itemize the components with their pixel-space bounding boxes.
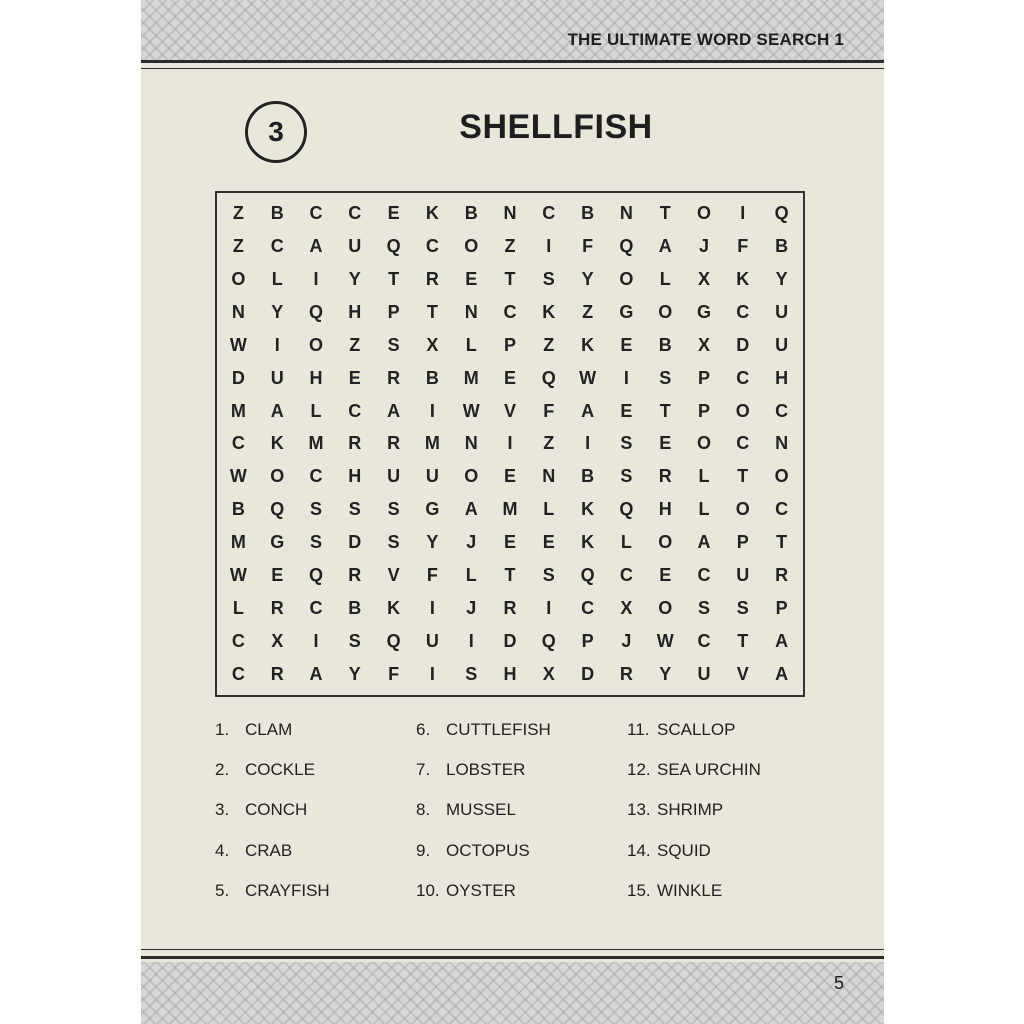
word-list-item [215, 720, 292, 740]
grid-letter: O [658, 532, 673, 553]
grid-letter: O [270, 466, 285, 487]
grid-letter: Q [541, 631, 556, 652]
grid-letter: C [619, 565, 633, 586]
word-number: 7. [416, 760, 431, 779]
grid-letter: Q [308, 301, 323, 322]
grid-letter: B [658, 334, 672, 355]
grid-letter: C [231, 664, 245, 685]
grid-letter: T [659, 202, 671, 223]
grid-letter: D [348, 532, 362, 553]
grid-letter: R [348, 565, 362, 586]
grid-letter: R [387, 367, 401, 388]
grid-letter: L [232, 598, 244, 619]
grid-letter: U [775, 334, 789, 355]
grid-letter: U [270, 367, 284, 388]
grid-letter: P [581, 631, 594, 652]
grid-letter: P [697, 367, 710, 388]
grid-letter: F [582, 235, 594, 256]
grid-letter: M [230, 400, 246, 421]
word-number: 11. [627, 720, 650, 739]
grid-letter: E [620, 334, 633, 355]
grid-letter: C [697, 565, 711, 586]
grid-letter: I [546, 235, 552, 256]
word-text: OCTOPUS [446, 841, 530, 860]
grid-letter: J [698, 235, 709, 256]
grid-letter: X [620, 598, 633, 619]
word-list-item [215, 800, 307, 820]
grid-letter: N [542, 466, 556, 487]
grid-letter: K [270, 433, 284, 454]
puzzle-title: SHELLFISH [459, 108, 653, 146]
grid-letter: S [697, 598, 710, 619]
word-text: OYSTER [446, 881, 516, 900]
grid-letter: L [465, 565, 477, 586]
grid-letter: W [579, 367, 597, 388]
grid-letter: O [696, 202, 711, 223]
word-text: CRAYFISH [245, 881, 330, 900]
grid-letter: C [736, 301, 750, 322]
grid-letter: S [309, 532, 322, 553]
grid-letter: E [348, 367, 361, 388]
grid-letter: Q [619, 235, 634, 256]
grid-letter: A [775, 664, 789, 685]
grid-letter: I [429, 400, 435, 421]
grid-letter: S [620, 433, 633, 454]
grid-letter: C [736, 367, 750, 388]
grid-letter: Q [541, 367, 556, 388]
grid-letter: Y [348, 664, 361, 685]
grid-letter: A [775, 631, 789, 652]
grid-letter: S [348, 499, 361, 520]
grid-letter: U [775, 301, 789, 322]
grid-letter: H [309, 367, 323, 388]
grid-letter: R [387, 433, 401, 454]
word-list-item [215, 841, 292, 861]
grid-letter: A [658, 235, 672, 256]
word-list-item [416, 881, 516, 901]
grid-letter: E [659, 565, 672, 586]
grid-letter: H [348, 466, 362, 487]
bottom-rule [141, 956, 884, 959]
grid-letter: K [581, 499, 595, 520]
grid-letter: D [503, 631, 517, 652]
grid-letter: D [736, 334, 750, 355]
word-number: 6. [416, 720, 431, 739]
puzzle-number: 3 [268, 116, 284, 147]
grid-letter: B [464, 202, 478, 223]
grid-letter: I [623, 367, 629, 388]
grid-letter: O [735, 499, 750, 520]
grid-letter: C [697, 631, 711, 652]
grid-letter: S [387, 499, 400, 520]
grid-letter: R [619, 664, 633, 685]
grid-letter: C [775, 499, 789, 520]
word-number: 9. [416, 841, 431, 860]
running-head: THE ULTIMATE WORD SEARCH 1 [567, 30, 844, 49]
grid-letter: C [542, 202, 556, 223]
grid-letter: T [388, 268, 400, 289]
grid-letter: S [542, 565, 555, 586]
grid-letter: A [464, 499, 478, 520]
word-text: CLAM [245, 720, 293, 739]
word-number: 3. [215, 800, 230, 819]
grid-letter: V [503, 400, 516, 421]
grid-letter: C [425, 235, 439, 256]
grid-letter: N [464, 301, 478, 322]
grid-letter: C [503, 301, 517, 322]
word-list-item [215, 881, 330, 901]
word-text: SCALLOP [657, 720, 736, 739]
grid-letter: S [309, 499, 322, 520]
grid-letter: C [309, 466, 323, 487]
grid-letter: H [775, 367, 789, 388]
grid-letter: C [231, 433, 245, 454]
grid-letter: E [620, 400, 633, 421]
grid-letter: B [270, 202, 284, 223]
grid-letter: W [462, 400, 480, 421]
grid-letter: Y [581, 268, 594, 289]
bottom-pattern-band [141, 962, 884, 1024]
grid-letter: Y [348, 268, 361, 289]
grid-letter: Z [582, 301, 594, 322]
grid-letter: S [348, 631, 361, 652]
grid-letter: E [503, 367, 516, 388]
grid-letter: C [309, 598, 323, 619]
word-number: 14. [627, 841, 651, 860]
grid-letter: P [387, 301, 400, 322]
grid-letter: E [659, 433, 672, 454]
grid-letter: K [736, 268, 750, 289]
grid-letter: R [270, 598, 284, 619]
word-text: COCKLE [245, 760, 315, 779]
grid-letter: Q [619, 499, 634, 520]
grid-letter: L [620, 532, 632, 553]
grid-letter: U [736, 565, 750, 586]
grid-letter: C [309, 202, 323, 223]
grid-letter: Z [543, 433, 555, 454]
grid-letter: T [737, 631, 749, 652]
grid-letter: C [348, 400, 362, 421]
grid-letter: H [503, 664, 517, 685]
grid-letter: O [619, 268, 634, 289]
grid-letter: V [736, 664, 749, 685]
grid-letter: X [697, 334, 710, 355]
grid-letter: X [426, 334, 439, 355]
grid-letter: Z [232, 202, 244, 223]
grid-letter: Q [386, 235, 401, 256]
grid-letter: R [503, 598, 517, 619]
word-text: CUTTLEFISH [446, 720, 551, 739]
grid-letter: E [465, 268, 478, 289]
word-list-item [627, 760, 761, 780]
grid-letter: L [698, 466, 710, 487]
grid-letter: K [542, 301, 556, 322]
grid-letter: P [697, 400, 710, 421]
grid-letter: R [425, 268, 439, 289]
word-number: 5. [215, 881, 230, 900]
grid-letter: B [581, 202, 595, 223]
grid-letter: A [697, 532, 711, 553]
grid-letter: I [507, 433, 513, 454]
grid-letter: Y [659, 664, 672, 685]
grid-letter: K [387, 598, 401, 619]
grid-letter: S [387, 532, 400, 553]
grid-letter: C [736, 433, 750, 454]
grid-letter: B [425, 367, 439, 388]
grid-letter: M [424, 433, 440, 454]
grid-letter: L [659, 268, 671, 289]
grid-letter: O [735, 400, 750, 421]
word-text: SQUID [657, 841, 711, 860]
grid-letter: Q [386, 631, 401, 652]
grid-letter: M [308, 433, 324, 454]
grid-letter: U [348, 235, 362, 256]
grid-letter: O [774, 466, 789, 487]
grid-letter: X [542, 664, 555, 685]
word-number: 8. [416, 800, 431, 819]
grid-letter: K [581, 334, 595, 355]
grid-letter: I [468, 631, 474, 652]
grid-letter: Y [426, 532, 439, 553]
grid-letter: A [309, 664, 323, 685]
grid-letter: E [271, 565, 284, 586]
grid-letter: N [231, 301, 245, 322]
grid-letter: A [581, 400, 595, 421]
grid-letter: O [231, 268, 246, 289]
grid-letter: T [504, 565, 516, 586]
grid-letter: K [425, 202, 439, 223]
grid-letter: C [231, 631, 245, 652]
grid-letter: B [348, 598, 362, 619]
grid-letter: E [503, 466, 516, 487]
grid-letter: H [348, 301, 362, 322]
grid-letter: O [658, 301, 673, 322]
grid-letter: E [387, 202, 400, 223]
grid-letter: L [698, 499, 710, 520]
word-list-item [416, 841, 530, 861]
grid-letter: R [775, 565, 789, 586]
word-number: 2. [215, 760, 230, 779]
grid-letter: M [230, 532, 246, 553]
grid-letter: Z [543, 334, 555, 355]
grid-letter: U [697, 664, 711, 685]
grid-letter: L [271, 268, 283, 289]
grid-letter: O [464, 466, 479, 487]
word-list-item [215, 760, 315, 780]
grid-letter: G [619, 301, 634, 322]
word-list-item [416, 800, 516, 820]
grid-letter: O [464, 235, 479, 256]
grid-letter: M [463, 367, 479, 388]
grid-letter: I [585, 433, 591, 454]
word-text: SHRIMP [657, 800, 724, 819]
grid-letter: C [775, 400, 789, 421]
word-text: WINKLE [657, 881, 723, 900]
grid-letter: R [270, 664, 284, 685]
word-number: 4. [215, 841, 230, 860]
grid-letter: F [543, 400, 555, 421]
grid-letter: J [621, 631, 632, 652]
grid-letter: I [313, 631, 319, 652]
grid-letter: N [503, 202, 517, 223]
grid-letter: U [387, 466, 401, 487]
word-text: LOBSTER [446, 760, 526, 779]
grid-letter: S [659, 367, 672, 388]
grid-letter: O [696, 433, 711, 454]
grid-letter: U [425, 466, 439, 487]
grid-letter: Z [349, 334, 361, 355]
grid-letter: W [229, 565, 247, 586]
grid-letter: S [465, 664, 478, 685]
grid-letter: J [466, 532, 477, 553]
word-number: 15. [627, 881, 651, 900]
grid-letter: N [619, 202, 633, 223]
grid-letter: A [270, 400, 284, 421]
grid-letter: E [542, 532, 555, 553]
grid-letter: D [581, 664, 595, 685]
grid-letter: S [387, 334, 400, 355]
grid-letter: E [503, 532, 516, 553]
grid-letter: I [313, 268, 319, 289]
grid-letter: F [426, 565, 438, 586]
word-list-item [627, 800, 723, 820]
grid-letter: Z [232, 235, 244, 256]
grid-letter: R [658, 466, 672, 487]
grid-letter: C [581, 598, 595, 619]
grid-letter: O [658, 598, 673, 619]
grid-letter: X [271, 631, 284, 652]
grid-letter: R [348, 433, 362, 454]
grid-letter: N [464, 433, 478, 454]
grid-letter: Q [580, 565, 595, 586]
grid-letter: X [697, 268, 710, 289]
book-page [141, 0, 884, 1024]
grid-letter: F [737, 235, 749, 256]
grid-letter: U [425, 631, 439, 652]
grid-letter: C [348, 202, 362, 223]
grid-letter: D [231, 367, 245, 388]
top-rule [141, 60, 884, 63]
grid-letter: Y [271, 301, 284, 322]
grid-letter: B [231, 499, 245, 520]
grid-letter: S [542, 268, 555, 289]
grid-letter: Q [270, 499, 285, 520]
grid-letter: N [775, 433, 789, 454]
word-list-item [416, 720, 551, 740]
grid-letter: T [504, 268, 516, 289]
puzzle-number-badge [245, 101, 307, 163]
grid-letter: I [429, 598, 435, 619]
grid-letter: V [387, 565, 400, 586]
grid-letter: B [581, 466, 595, 487]
grid-letter: G [270, 532, 285, 553]
grid-letter: L [543, 499, 555, 520]
grid-letter: T [659, 400, 671, 421]
word-number: 12. [627, 760, 651, 779]
word-list-item [627, 841, 711, 861]
word-text: CRAB [245, 841, 293, 860]
grid-letter: J [466, 598, 477, 619]
word-text: MUSSEL [446, 800, 516, 819]
grid-letter: W [229, 334, 247, 355]
grid-letter: P [736, 532, 749, 553]
word-text: CONCH [245, 800, 308, 819]
word-list-item [627, 881, 722, 901]
grid-letter: I [274, 334, 280, 355]
bottom-rule-thin [141, 949, 884, 950]
grid-letter: Q [308, 565, 323, 586]
grid-letter: M [502, 499, 518, 520]
grid-letter: S [620, 466, 633, 487]
word-number: 1. [215, 720, 230, 739]
word-text: SEA URCHIN [657, 760, 761, 779]
grid-letter: C [270, 235, 284, 256]
grid-letter: Q [774, 202, 789, 223]
grid-letter: I [429, 664, 435, 685]
grid-letter: W [229, 466, 247, 487]
word-number: 10. [416, 881, 440, 900]
grid-letter: P [775, 598, 788, 619]
grid-letter: G [696, 301, 711, 322]
grid-letter: B [775, 235, 789, 256]
grid-letter: L [310, 400, 322, 421]
grid-letter: P [503, 334, 516, 355]
word-list-item [627, 720, 735, 740]
grid-letter: A [309, 235, 323, 256]
grid-letter: W [656, 631, 674, 652]
word-list-item [416, 760, 525, 780]
grid-letter: Z [504, 235, 516, 256]
top-rule-thin [141, 68, 884, 69]
grid-letter: G [425, 499, 440, 520]
word-number: 13. [627, 800, 651, 819]
letter-grid [215, 191, 805, 697]
grid-letter: I [546, 598, 552, 619]
grid-letter: O [308, 334, 323, 355]
grid-letter: T [776, 532, 788, 553]
grid-letter: A [387, 400, 401, 421]
grid-letter: L [465, 334, 477, 355]
grid-letter: H [658, 499, 672, 520]
grid-letter: I [740, 202, 746, 223]
grid-letter: K [581, 532, 595, 553]
grid-letter: Y [775, 268, 788, 289]
page-number: 5 [833, 973, 844, 993]
grid-letter: T [426, 301, 438, 322]
grid-letter: T [737, 466, 749, 487]
grid-letter: S [736, 598, 749, 619]
grid-letter: F [388, 664, 400, 685]
